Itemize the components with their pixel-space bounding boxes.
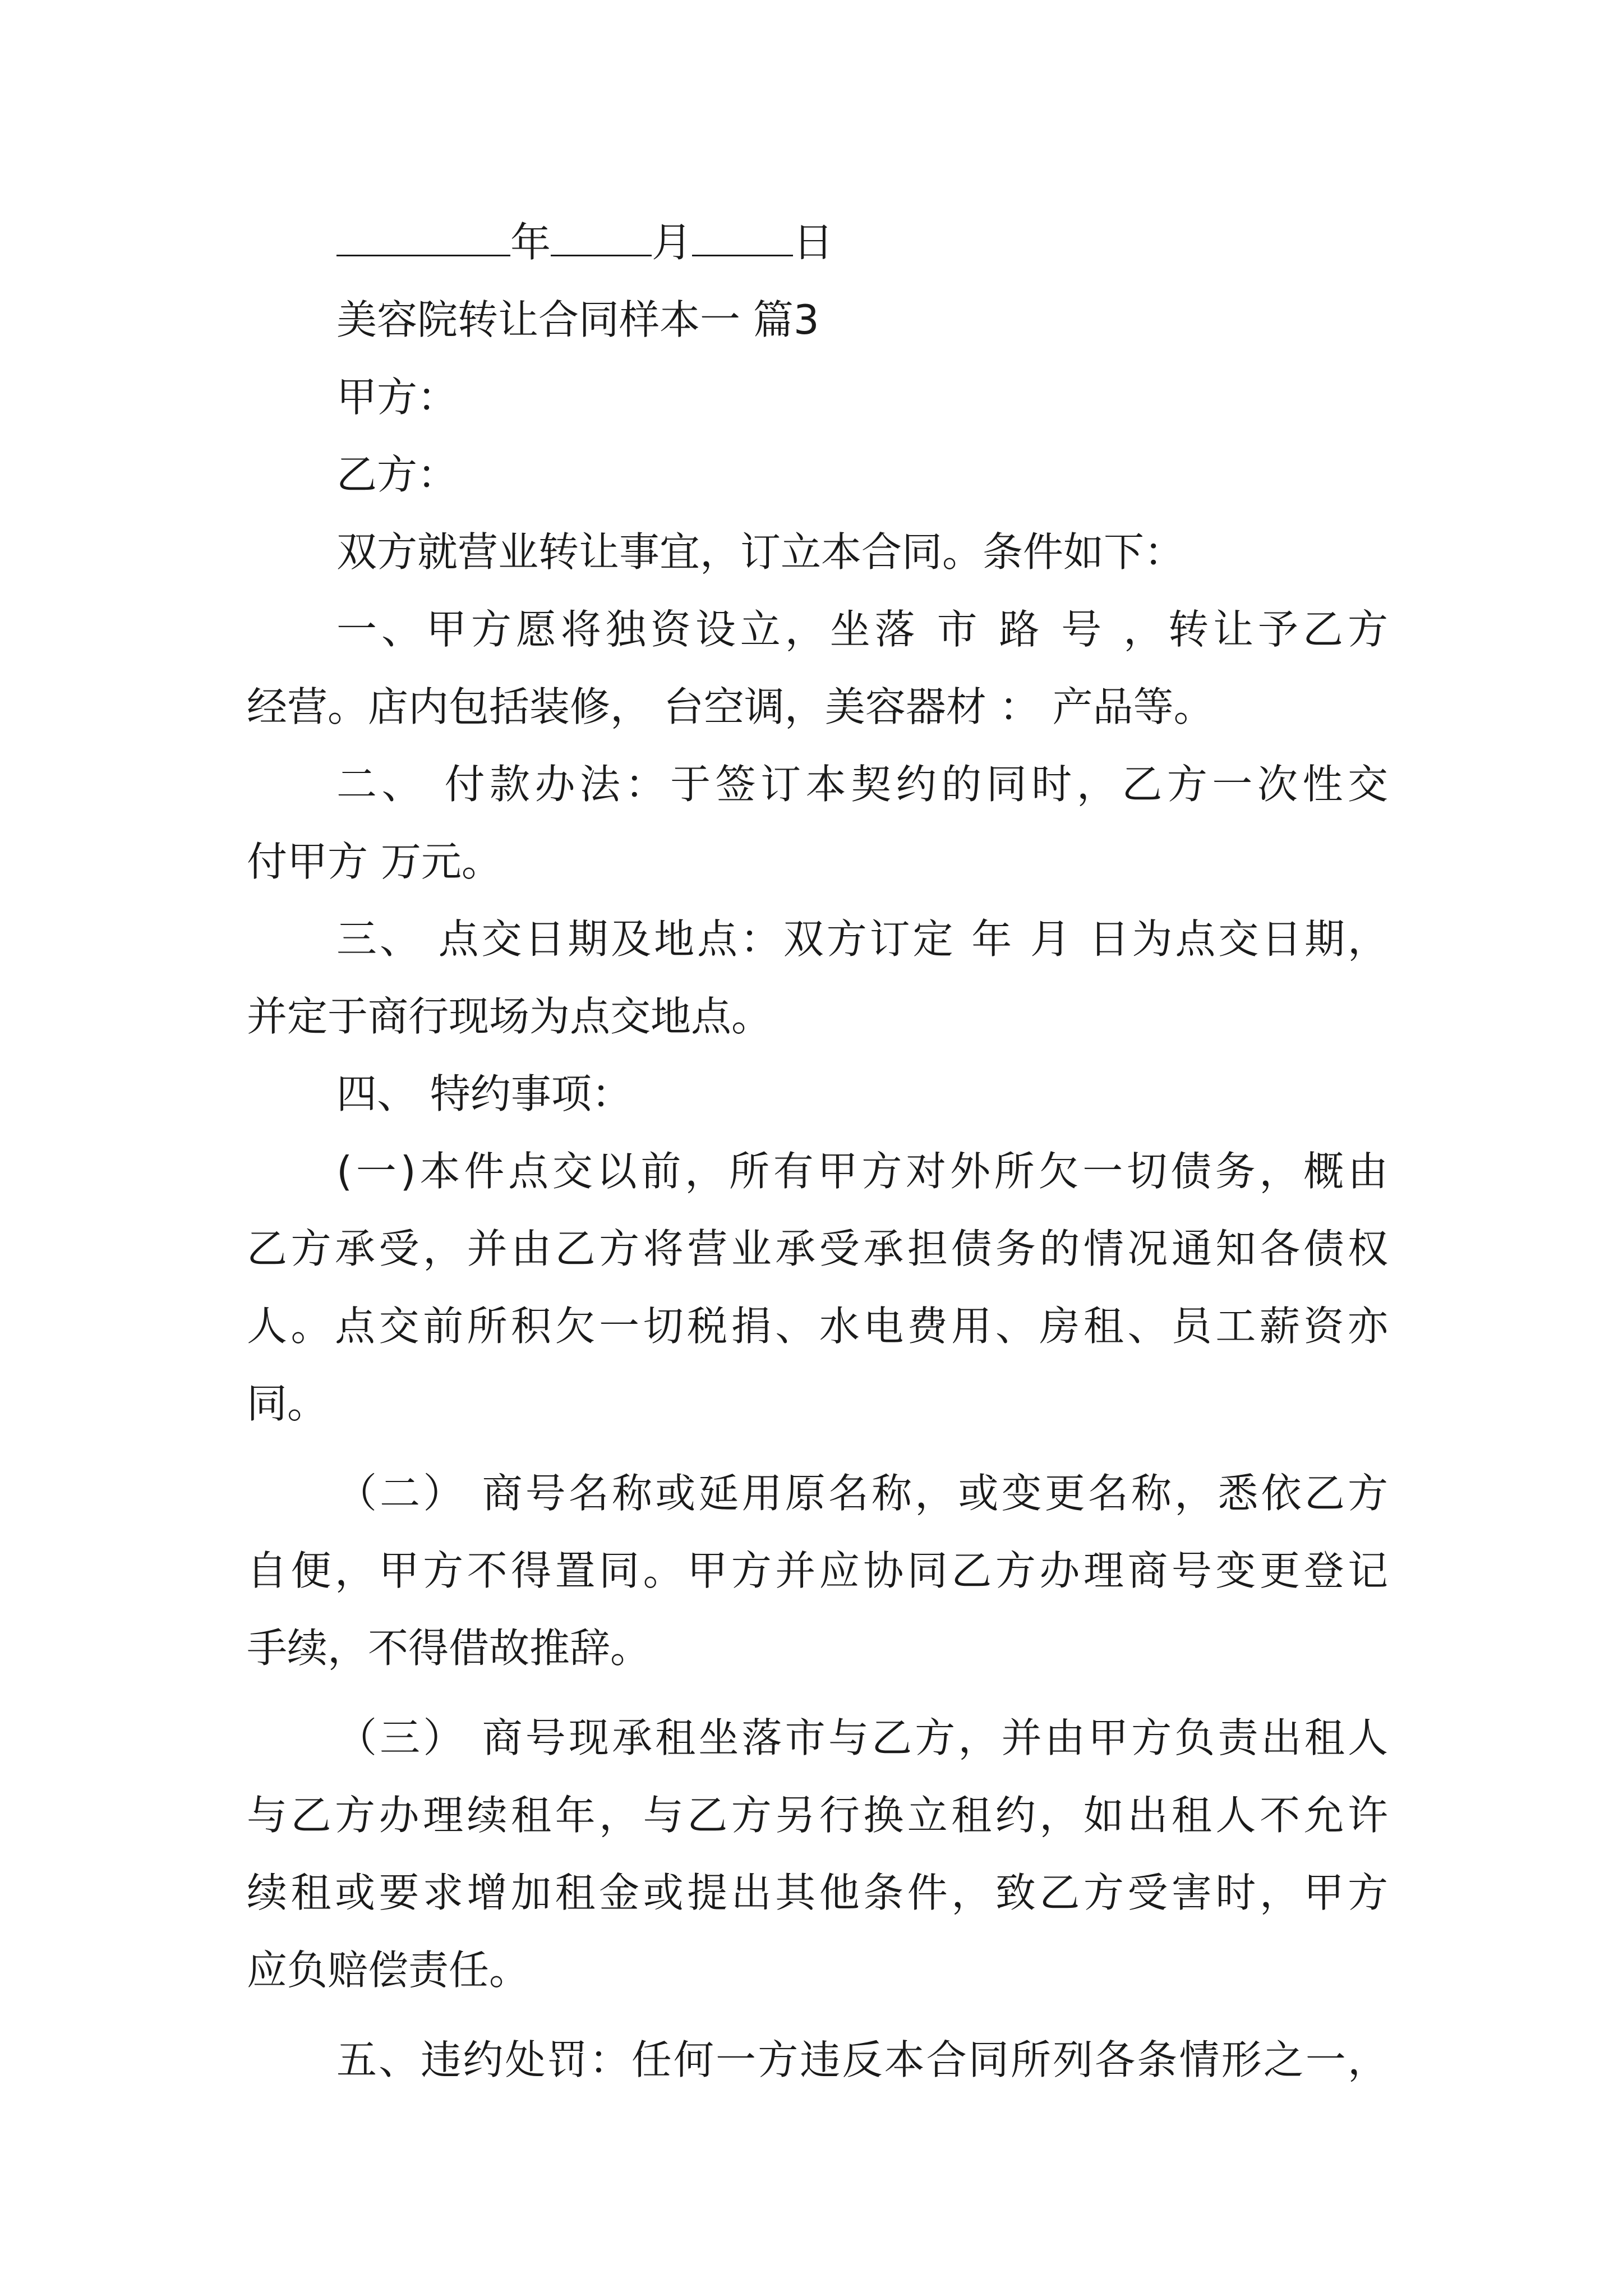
item-1-line-3: 人。点交前所积欠一切税捐、水电费用、房租、员工薪资亦 bbox=[247, 1303, 1388, 1350]
year-label: 年 bbox=[510, 219, 551, 266]
item-2-line-1: （二） 商号名称或延用原名称，或变更名称，悉依乙方 bbox=[336, 1470, 1388, 1517]
day-blank bbox=[692, 215, 793, 256]
clause-1-line-1: 一、甲方愿将独资设立，坐落 市 路 号 ，转让予乙方 bbox=[336, 606, 1388, 653]
clause-2-line-1: 二、 付款办法：于签订本契约的同时，乙方一次性交 bbox=[336, 761, 1388, 808]
item-3-line-2: 与乙方办理续租年，与乙方另行换立租约，如出租人不允许 bbox=[247, 1792, 1388, 1839]
item-3-line-1: （三） 商号现承租坐落市与乙方，并由甲方负责出租人 bbox=[336, 1714, 1388, 1761]
item-2-line-2: 自便，甲方不得置同。甲方并应协同乙方办理商号变更登记 bbox=[247, 1547, 1388, 1594]
signature-date-line bbox=[336, 214, 833, 270]
clause-2-line-2: 付甲方 万元。 bbox=[247, 838, 502, 885]
party-b-label: 乙方： bbox=[336, 451, 458, 498]
day-label: 日 bbox=[793, 219, 834, 266]
year-blank bbox=[336, 215, 510, 256]
document-heading: 美容院转让合同样本一 篇3 bbox=[336, 296, 819, 343]
clause-3-line-1: 三、 点交日期及地点：双方订定 年 月 日为点交日期， bbox=[336, 915, 1388, 963]
party-a-label: 甲方： bbox=[336, 374, 458, 421]
item-1-line-4: 同。 bbox=[247, 1380, 328, 1427]
month-label: 月 bbox=[652, 219, 693, 266]
item-2-line-3: 手续，不得借故推辞。 bbox=[247, 1625, 651, 1672]
clause-3-line-2: 并定于商行现场为点交地点。 bbox=[247, 993, 772, 1040]
month-blank bbox=[551, 215, 652, 256]
clause-4-title: 四、 特约事项： bbox=[336, 1070, 632, 1117]
clause-5-line-1: 五、违约处罚：任何一方违反本合同所列各条情形之一， bbox=[336, 2036, 1388, 2083]
item-3-line-4: 应负赔偿责任。 bbox=[247, 1947, 530, 1994]
item-3-line-3: 续租或要求增加租金或提出其他条件，致乙方受害时，甲方 bbox=[247, 1869, 1388, 1916]
intro-paragraph: 双方就营业转让事宜，订立本合同。条件如下： bbox=[336, 528, 1185, 576]
clause-1-line-2: 经营。店内包括装修， 台空调，美容器材 ： 产品等。 bbox=[247, 683, 1214, 730]
item-1-line-2: 乙方承受，并由乙方将营业承受承担债务的情况通知各债权 bbox=[247, 1225, 1388, 1272]
item-1-line-1: (一)本件点交以前，所有甲方对外所欠一切债务，概由 bbox=[336, 1148, 1388, 1195]
